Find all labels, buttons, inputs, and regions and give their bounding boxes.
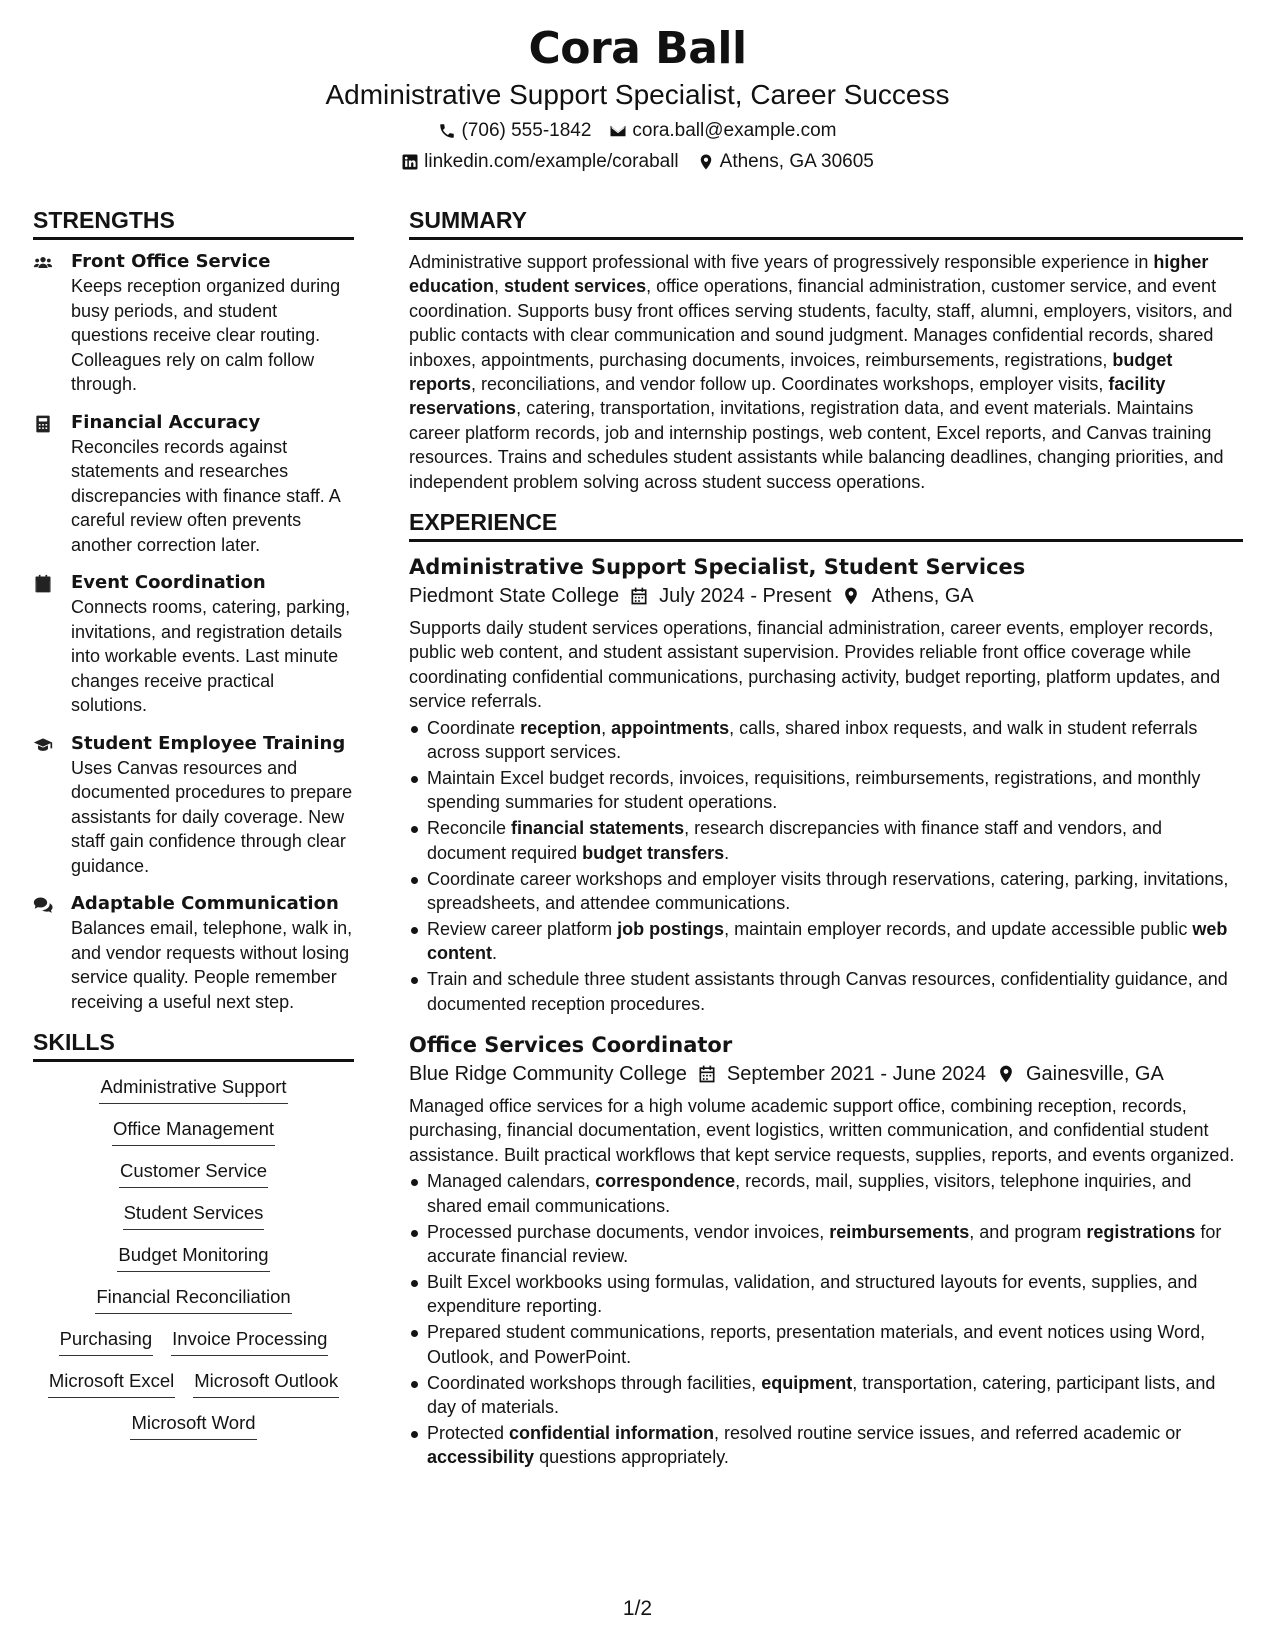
- skill-row: [33, 1198, 354, 1230]
- job-bullet: [409, 1371, 1243, 1420]
- text-run: Reconcile: [427, 818, 512, 839]
- skills-list: [33, 1072, 354, 1440]
- bold-keyword: budget transfers: [582, 842, 725, 863]
- strength-title: Student Employee Training: [71, 732, 346, 754]
- text-run: Coordinate: [427, 717, 521, 738]
- job-bullets: [409, 716, 1243, 1016]
- text-run: Administrative support professional with five years of progressively responsible experience in: [409, 252, 1154, 272]
- job-bullet: [409, 1220, 1243, 1269]
- text-run: , resolved routine service issues, and referred academic or: [714, 1422, 1182, 1443]
- job-bullet: [409, 1169, 1243, 1218]
- bold-keyword: registrations: [1086, 1221, 1196, 1242]
- summary-heading: SUMMARY: [409, 206, 1243, 240]
- contact-line-2: [0, 150, 1275, 174]
- job-org: Blue Ridge Community College: [409, 1063, 687, 1086]
- strength-item: [33, 571, 354, 718]
- job-dates: [629, 582, 831, 610]
- envelope-icon: [609, 122, 627, 140]
- skills-heading: SKILLS: [33, 1028, 354, 1062]
- text-run: .: [492, 943, 498, 964]
- text-run: Maintain Excel budget records, invoices, requisitions, reimbursements, registrations, and monthly spending summaries for student operations.: [427, 768, 1201, 813]
- bold-keyword: confidential information: [509, 1422, 715, 1443]
- text-run: , and program: [969, 1221, 1087, 1242]
- text-run: for accurate financial review.: [427, 1221, 1222, 1266]
- job-location: [996, 1060, 1164, 1088]
- bold-keyword: budget reports: [409, 349, 1173, 395]
- bold-keyword: equipment: [761, 1372, 853, 1393]
- linkedin-contact: [401, 150, 679, 174]
- job-dates-text: September 2021 - June 2024: [726, 1063, 986, 1086]
- skill-row: [33, 1156, 354, 1188]
- text-run: questions appropriately.: [534, 1447, 729, 1468]
- bold-keyword: student services: [504, 276, 647, 297]
- text-run: Processed purchase documents, vendor invoices,: [427, 1221, 830, 1242]
- skill-tag: Financial Reconciliation: [95, 1282, 291, 1314]
- calendar-icon: [629, 586, 649, 606]
- job-bullet: [409, 716, 1243, 765]
- job-bullet: [409, 917, 1243, 966]
- bold-keyword: accessibility: [427, 1447, 535, 1468]
- phone-icon: [438, 122, 456, 140]
- text-run: , transportation, catering, participant lists, and day of materials.: [427, 1372, 1216, 1417]
- skill-row: [33, 1072, 354, 1104]
- candidate-title: Administrative Support Specialist, Career Success: [325, 79, 950, 110]
- contact-line-1: [0, 119, 1275, 143]
- job-entry: [409, 1030, 1243, 1470]
- skill-row: [33, 1366, 354, 1398]
- map-pin-icon: [996, 1064, 1016, 1084]
- candidate-name: Cora Ball: [528, 23, 747, 74]
- comments-icon: [33, 895, 53, 915]
- map-pin-icon: [697, 153, 715, 171]
- resume-header: [0, 20, 1275, 174]
- strength-desc: Keeps reception organized during busy periods, and student questions receive clear routing. Colleagues rely on calm follow through.: [71, 276, 341, 394]
- strength-desc: Balances email, telephone, walk in, and vendor requests without losing service quality. People remember receiving a useful next step.: [71, 918, 353, 1012]
- location-text: Athens, GA 30605: [719, 151, 874, 172]
- linkedin-text: linkedin.com/example/coraball: [424, 151, 679, 172]
- left-column: [33, 206, 354, 1440]
- text-run: .: [724, 842, 730, 863]
- text-run: Coordinate career workshops and employer visits through reservations, catering, parking, invitations, spreadsheets, and attendee communications.: [427, 868, 1229, 914]
- strength-desc: Uses Canvas resources and documented procedures to prepare assistants for daily coverage. New staff gain confidence through clear guidance.: [71, 757, 353, 876]
- job-meta: [409, 1060, 1243, 1088]
- bold-keyword: job postings: [617, 918, 725, 939]
- skill-tag: Budget Monitoring: [117, 1240, 269, 1272]
- skill-tag: Invoice Processing: [171, 1324, 328, 1356]
- right-column: [409, 206, 1243, 1471]
- skill-tag: Microsoft Word: [130, 1408, 256, 1440]
- text-run: , office operations, financial administration, customer service, and event coordination. Supports busy front offices serving students, faculty, staff, alumni, employers, visitors, and public contacts with clear communication and sound judgment. Manages confidential records, shared inboxes, appointments, purchasing documents, invoices, reimbursements, registrations,: [409, 276, 1233, 370]
- text-run: , calls, shared inbox requests, and walk in student referrals across support services.: [427, 717, 1198, 763]
- skill-tag: Customer Service: [119, 1156, 268, 1188]
- bold-keyword: correspondence: [595, 1171, 736, 1192]
- text-run: , maintain employer records, and update accessible public: [724, 918, 1193, 939]
- bold-keyword: reception: [520, 717, 602, 738]
- skill-row: [33, 1114, 354, 1146]
- bold-keyword: higher education: [409, 252, 1209, 297]
- skill-tag: Microsoft Excel: [48, 1366, 175, 1398]
- strength-title: Financial Accuracy: [71, 411, 261, 433]
- job-bullet: [409, 1270, 1243, 1319]
- strength-title: Front Office Service: [71, 251, 271, 272]
- strength-item: [33, 732, 354, 879]
- text-run: , records, mail, supplies, visitors, telephone inquiries, and shared email communications.: [427, 1171, 1192, 1216]
- job-meta: [409, 582, 1243, 610]
- text-run: Managed calendars,: [427, 1171, 596, 1192]
- text-run: , research discrepancies with finance staff and vendors, and document required: [427, 818, 1163, 863]
- job-dates: [697, 1060, 986, 1088]
- text-run: Protected: [427, 1422, 510, 1443]
- text-run: Built Excel workbooks using formulas, validation, and structured layouts for events, supplies, and expenditure reporting.: [427, 1271, 1198, 1317]
- job-description: Managed office services for a high volume academic support office, combining reception, records, purchasing, financial documentation, event logistics, written communication, and confidential student assistance. Built practical workflows that kept service requests, supplies, reports, and events organized.: [409, 1096, 1235, 1165]
- email-contact: [609, 119, 836, 143]
- job-org: Piedmont State College: [409, 585, 620, 608]
- strength-title: Adaptable Communication: [71, 893, 339, 914]
- strength-item: [33, 250, 354, 397]
- skill-tag: Office Management: [112, 1114, 275, 1146]
- text-run: ,: [494, 276, 505, 297]
- calculator-icon: [33, 414, 53, 434]
- bold-keyword: appointments: [611, 717, 730, 738]
- job-title: Office Services Coordinator: [409, 1033, 733, 1058]
- skill-row: [33, 1408, 354, 1440]
- phone-text: (706) 555-1842: [461, 120, 592, 141]
- text-run: Prepared student communications, reports, presentation materials, and event notices using Word, Outlook, and PowerPoint.: [427, 1322, 1206, 1367]
- job-location-text: Gainesville, GA: [1026, 1063, 1164, 1086]
- job-title: Administrative Support Specialist, Student Services: [409, 555, 1026, 580]
- skill-tag: Microsoft Outlook: [193, 1366, 339, 1398]
- text-run: Train and schedule three student assistants through Canvas resources, confidentiality guidance, and documented reception procedures.: [427, 969, 1228, 1014]
- job-bullets: [409, 1169, 1243, 1469]
- skill-tag: Purchasing: [59, 1324, 154, 1356]
- email-text: cora.ball@example.com: [632, 120, 837, 141]
- strength-item: [33, 411, 354, 558]
- job-bullet: [409, 1320, 1243, 1369]
- job-bullet: [409, 967, 1243, 1016]
- experience-section: [409, 508, 1243, 1470]
- skill-row: [33, 1282, 354, 1314]
- bold-keyword: financial statements: [511, 818, 685, 839]
- skill-row: [33, 1324, 354, 1356]
- text-run: , catering, transportation, invitations, registration data, and event materials. Maintains career platform records, job and internship postings, web content, Excel reports, and Canvas training resources. Trains and schedules student assistants while balancing deadlines, changing priorities, and independent problem solving across student success operations.: [409, 398, 1224, 492]
- graduation-cap-icon: [33, 735, 53, 755]
- job-bullet: [409, 766, 1243, 815]
- page-number: 1/2: [622, 1597, 653, 1620]
- job-bullet: [409, 1421, 1243, 1470]
- text-run: , reconciliations, and vendor follow up. Coordinates workshops, employer visits,: [471, 374, 1109, 395]
- job-location-text: Athens, GA: [871, 585, 974, 608]
- skill-row: [33, 1240, 354, 1272]
- calendar-icon: [33, 574, 53, 594]
- text-run: Review career platform: [427, 918, 618, 939]
- strength-title: Event Coordination: [71, 572, 266, 593]
- skill-tag: Administrative Support: [99, 1072, 287, 1104]
- strength-item: [33, 892, 354, 1014]
- text-run: ,: [601, 717, 612, 738]
- job-description: Supports daily student services operations, financial administration, career events, employer records, public web content, and student assistant supervision. Provides reliable front office coverage while coordinating confidential communications, purchasing activity, budget reporting, platform updates, and service referrals.: [409, 618, 1221, 712]
- summary-text: [409, 250, 1243, 494]
- job-bullet: [409, 816, 1243, 865]
- calendar-icon: [697, 1064, 717, 1084]
- location-contact: [697, 150, 874, 174]
- experience-heading: EXPERIENCE: [409, 508, 1243, 542]
- job-entry: [409, 552, 1243, 1016]
- job-bullet: [409, 867, 1243, 916]
- strengths-heading: STRENGTHS: [33, 206, 354, 240]
- linkedin-icon: [401, 153, 419, 171]
- bold-keyword: reimbursements: [829, 1221, 970, 1242]
- phone-contact: [438, 119, 591, 143]
- job-location: [841, 582, 973, 610]
- users-icon: [33, 253, 53, 273]
- text-run: Coordinated workshops through facilities,: [427, 1372, 762, 1393]
- bold-keyword: web content: [427, 918, 1228, 964]
- job-dates-text: July 2024 - Present: [659, 585, 832, 608]
- skill-tag: Student Services: [123, 1198, 265, 1230]
- bold-keyword: facility reservations: [409, 374, 1166, 419]
- map-pin-icon: [841, 586, 861, 606]
- skills-section: [33, 1028, 354, 1440]
- strength-desc: Reconciles records against statements and researches discrepancies with finance staff. A careful review often prevents another correction later.: [71, 436, 340, 555]
- strength-desc: Connects rooms, catering, parking, invitations, and registration details into workable events. Last minute changes receive practical solutions.: [71, 597, 351, 715]
